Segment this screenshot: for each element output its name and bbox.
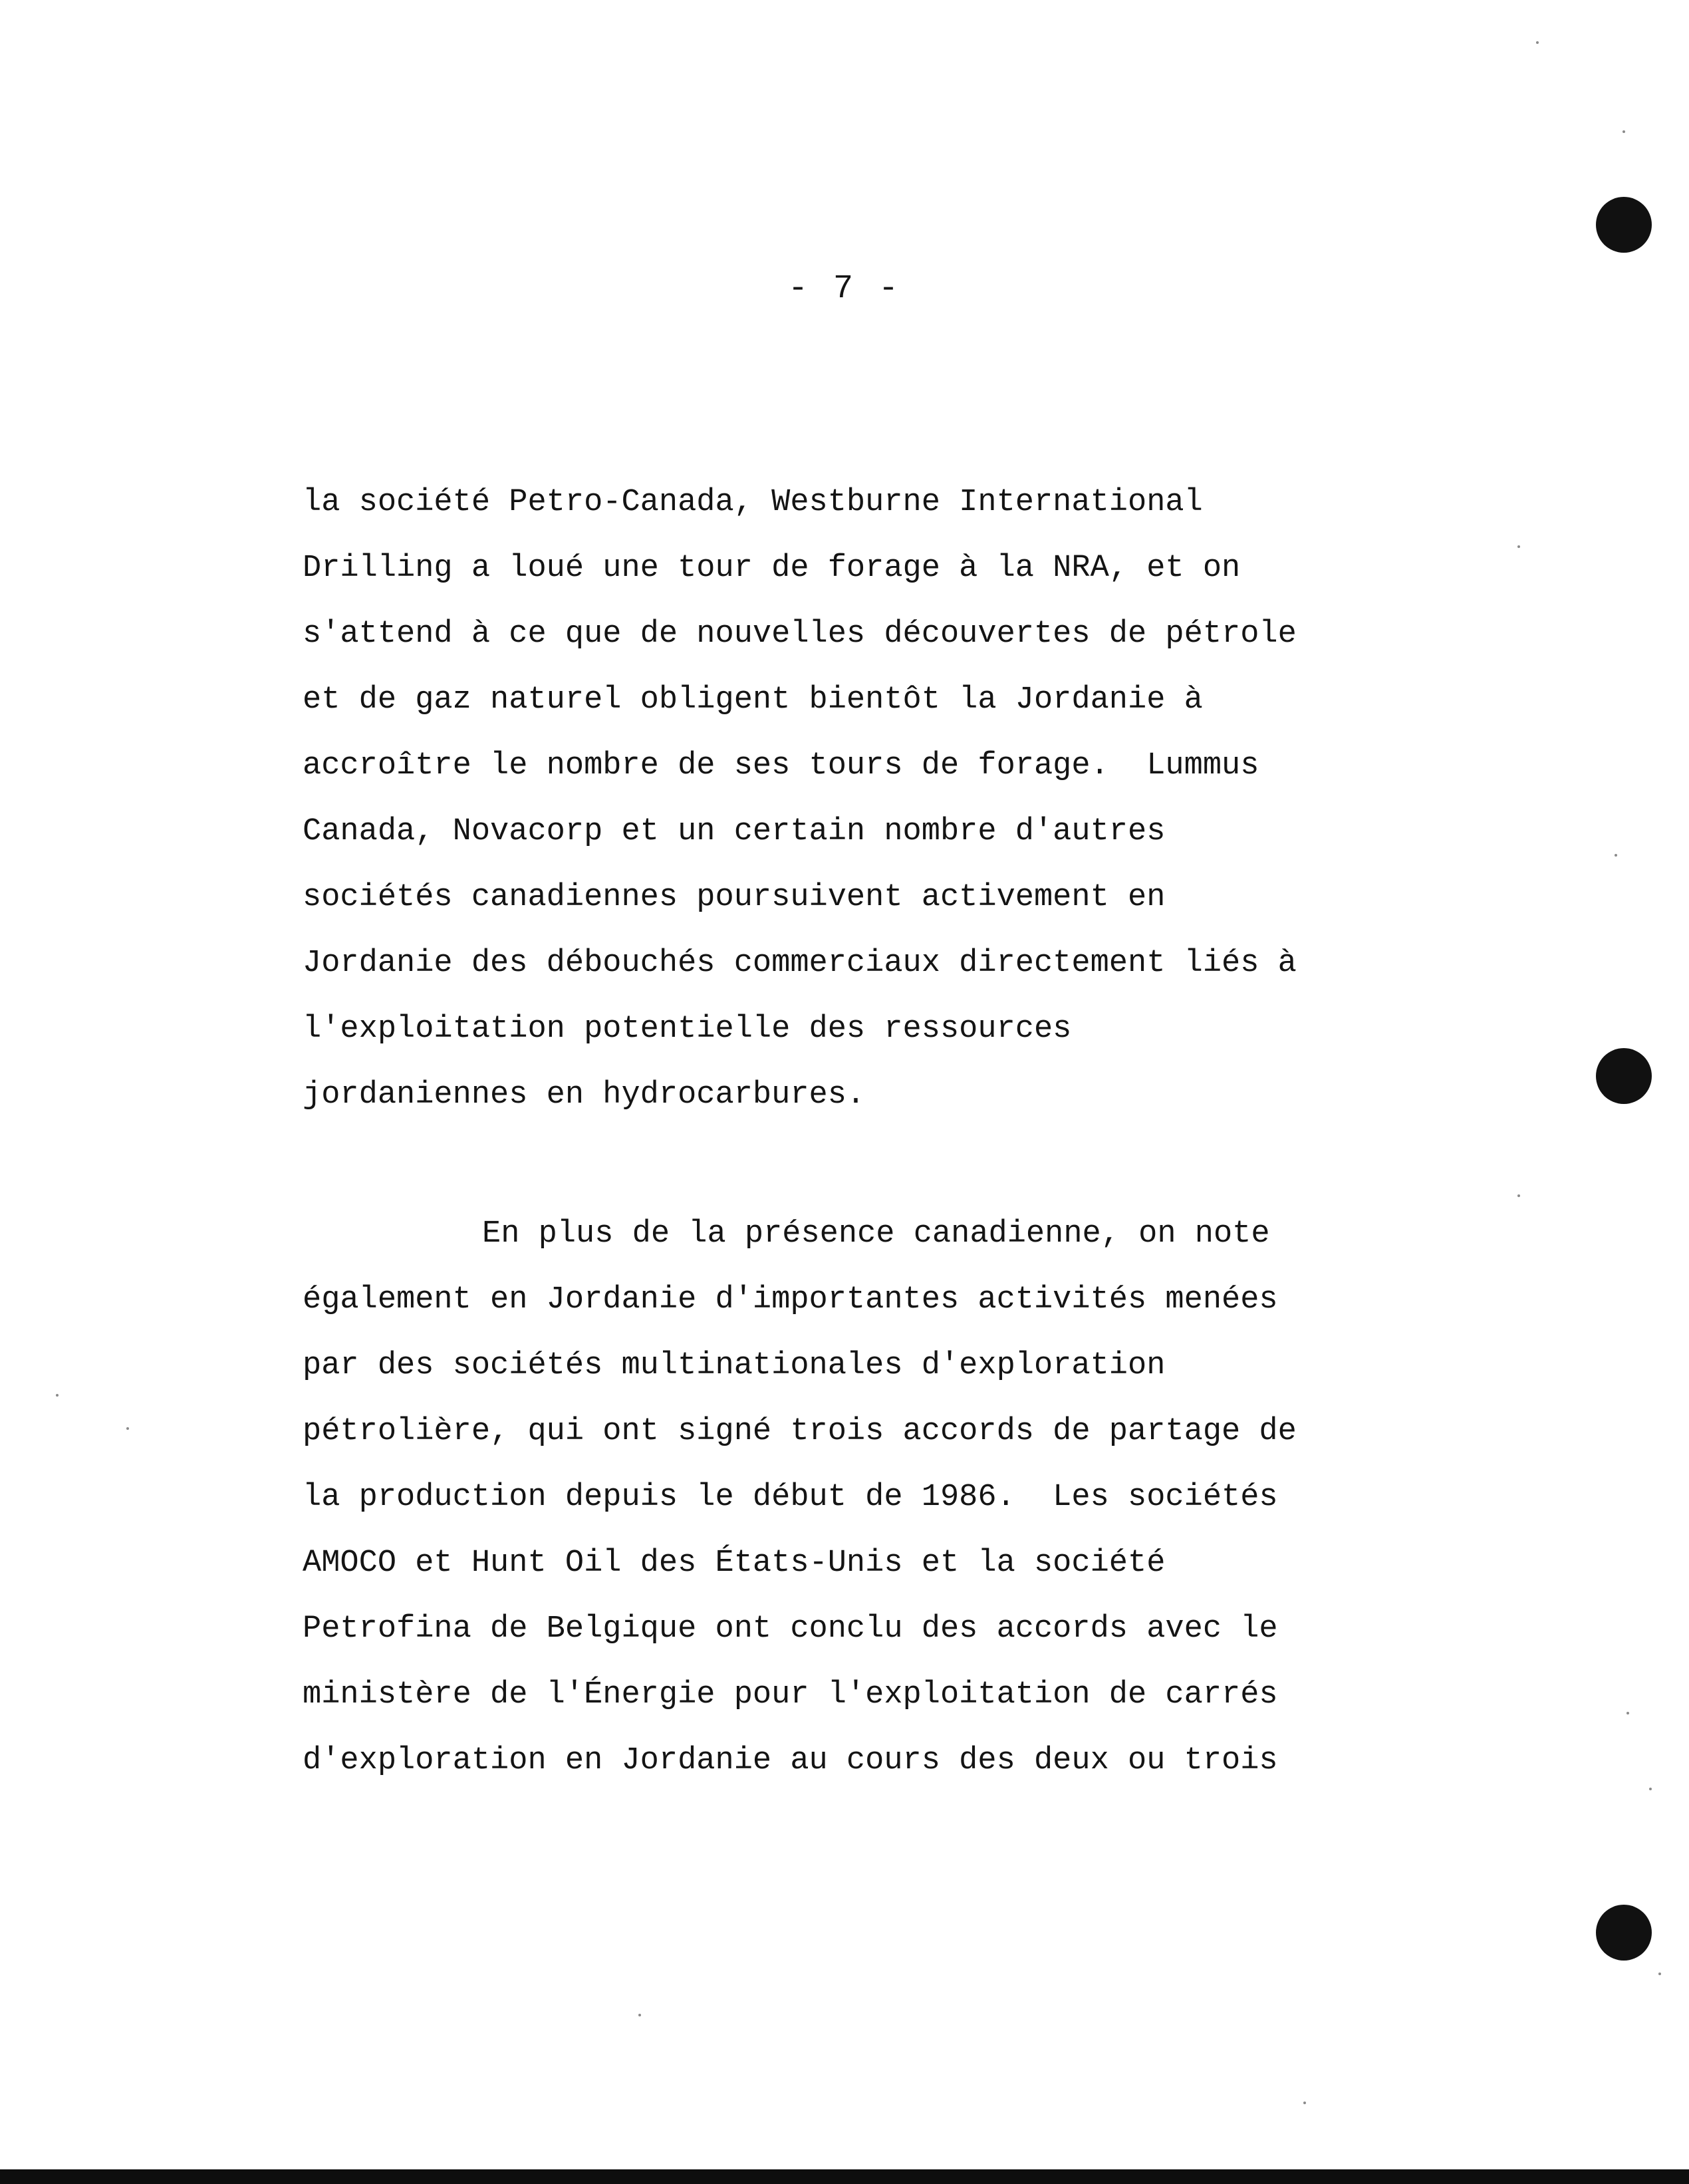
text-line: accroître le nombre de ses tours de forage. Lummus [303, 748, 1259, 783]
scan-speck [1517, 1194, 1520, 1197]
text-line: d'exploration en Jordanie au cours des deux ou trois [303, 1743, 1278, 1778]
scan-speck [1658, 1973, 1661, 1975]
scan-speck [638, 2014, 641, 2016]
text-line: En plus de la présence canadienne, on note [482, 1216, 1270, 1252]
punch-hole-bottom [1596, 1905, 1652, 1961]
text-line: s'attend à ce que de nouvelles découvertes de pétrole [303, 616, 1297, 652]
text-line: la société Petro-Canada, Westburne International [303, 485, 1203, 520]
text-line: la production depuis le début de 1986. Les sociétés [303, 1480, 1278, 1515]
scan-speck [1303, 2102, 1306, 2104]
text-line: ministère de l'Énergie pour l'exploitation de carrés [303, 1677, 1278, 1712]
scan-speck [1623, 130, 1625, 133]
scan-speck [126, 1427, 129, 1430]
paragraph-2 [303, 1201, 1446, 1794]
page-number: - 7 - [787, 270, 902, 308]
text-line: pétrolière, qui ont signé trois accords de partage de [303, 1414, 1297, 1449]
scan-bottom-edge [0, 2169, 1689, 2184]
text-line: également en Jordanie d'importantes activités menées [303, 1282, 1278, 1317]
scan-speck [1626, 1712, 1629, 1714]
text-line: l'exploitation potentielle des ressources [303, 1012, 1072, 1047]
text-line: Petrofina de Belgique ont conclu des accords avec le [303, 1611, 1278, 1647]
text-line: Jordanie des débouchés commerciaux directement liés à [303, 946, 1297, 981]
scan-speck [56, 1394, 59, 1397]
scan-speck [1649, 1788, 1652, 1790]
text-line: AMOCO et Hunt Oil des États-Unis et la société [303, 1546, 1166, 1581]
text-line: sociétés canadiennes poursuivent activement en [303, 880, 1166, 915]
scan-speck [1536, 41, 1539, 44]
scan-speck [1615, 854, 1617, 857]
text-line: Canada, Novacorp et un certain nombre d'autres [303, 814, 1166, 849]
punch-hole-top [1596, 197, 1652, 253]
text-line: Drilling a loué une tour de forage à la NRA, et on [303, 551, 1241, 586]
text-line: par des sociétés multinationales d'exploration [303, 1348, 1166, 1383]
text-line: et de gaz naturel obligent bientôt la Jordanie à [303, 682, 1203, 718]
punch-hole-middle [1596, 1048, 1652, 1104]
text-line: jordaniennes en hydrocarbures. [303, 1077, 866, 1113]
scan-speck [1517, 545, 1520, 548]
paragraph-1 [303, 470, 1446, 1128]
